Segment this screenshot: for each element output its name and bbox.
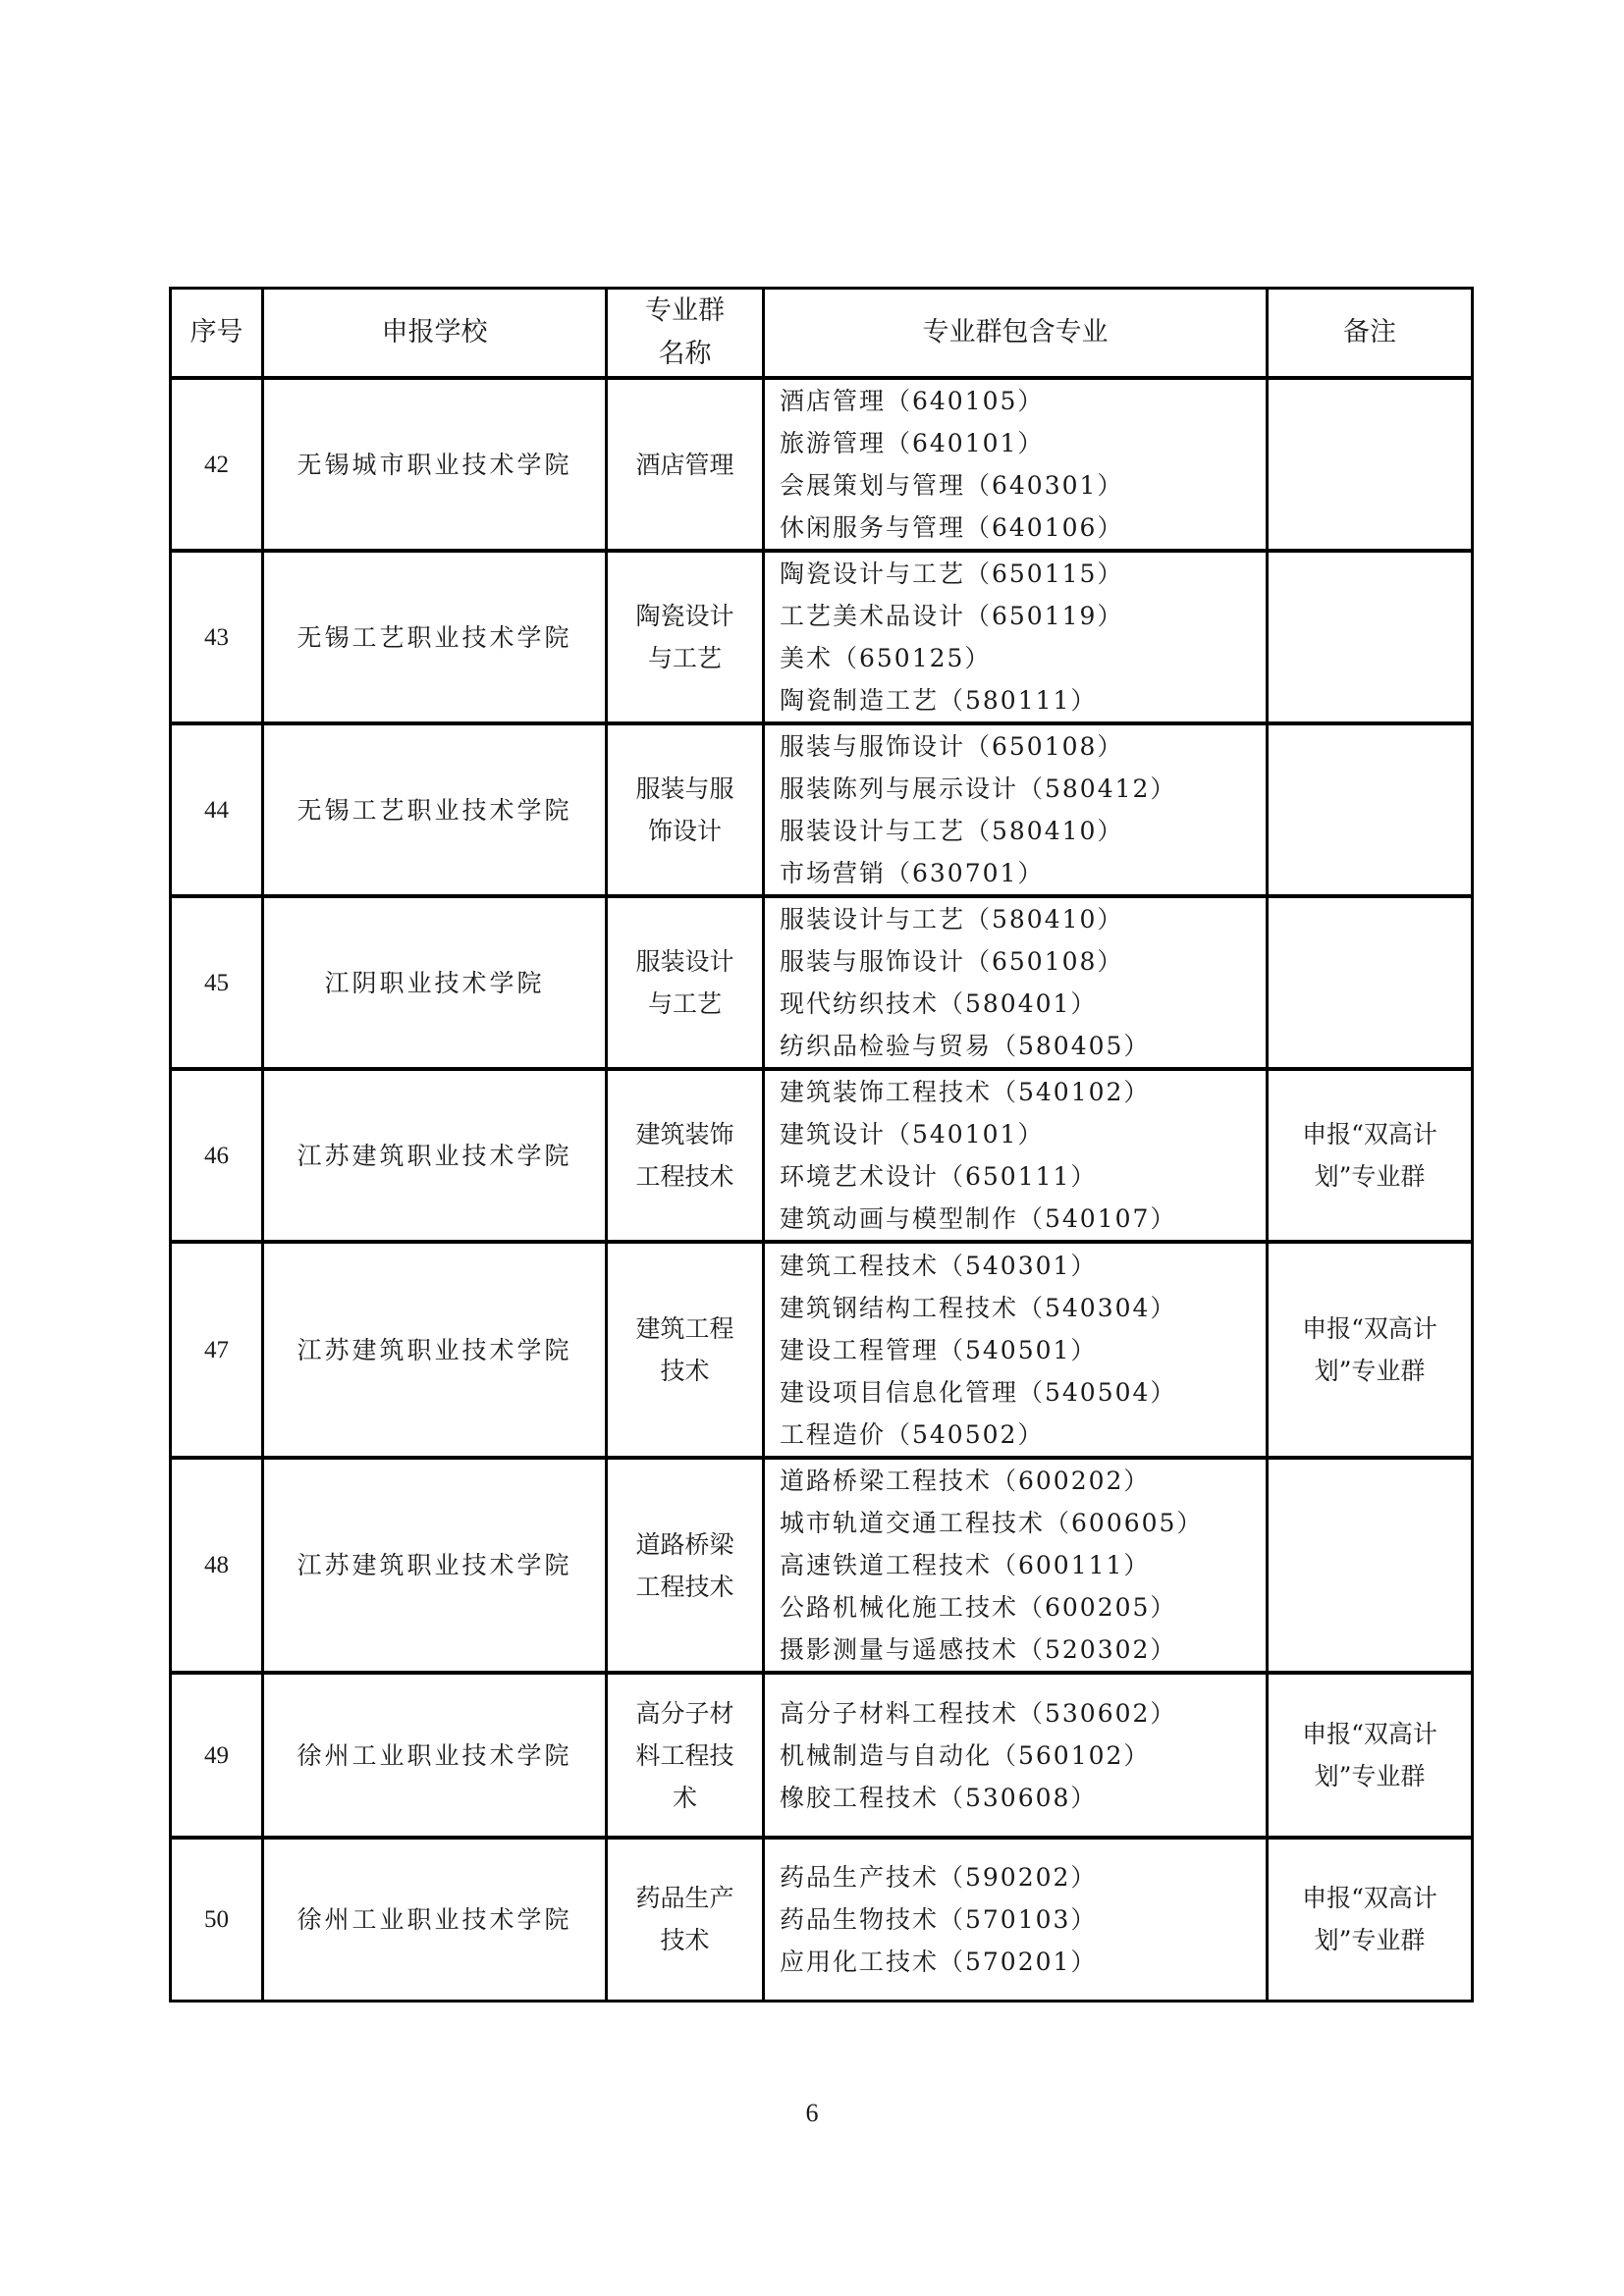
table-row xyxy=(171,896,1473,1069)
row-group-name xyxy=(607,896,764,1069)
row-note-text: 申报“双高计划”专业群 xyxy=(1302,1720,1437,1790)
row-note xyxy=(1268,551,1473,723)
major-item: 建筑工程技术（540301） xyxy=(780,1251,1098,1280)
row-group-name-text: 道路桥梁工程技术 xyxy=(635,1529,734,1601)
major-item: 旅游管理（640101） xyxy=(780,429,1045,457)
row-note-text: 申报“双高计划”专业群 xyxy=(1302,1314,1437,1385)
row-school: 江阴职业技术学院 xyxy=(263,896,607,1069)
header-group-name-text: 专业群名称 xyxy=(645,295,725,369)
row-note-text: 申报“双高计划”专业群 xyxy=(1302,1120,1437,1191)
page-number: 6 xyxy=(805,2099,819,2127)
row-majors xyxy=(764,896,1268,1069)
row-group-name-text: 药品生产技术 xyxy=(635,1884,734,1955)
row-note xyxy=(1268,1069,1473,1242)
row-group-name-text: 服装设计与工艺 xyxy=(635,947,734,1018)
major-item: 城市轨道交通工程技术（600605） xyxy=(780,1509,1204,1537)
header-group-name xyxy=(607,289,764,379)
row-index: 45 xyxy=(171,896,263,1069)
row-school: 江苏建筑职业技术学院 xyxy=(263,1242,607,1458)
major-item: 服装与服饰设计（650108） xyxy=(780,732,1124,761)
table-header-row xyxy=(171,289,1473,379)
row-majors xyxy=(764,551,1268,723)
row-group-name xyxy=(607,1069,764,1242)
row-school: 江苏建筑职业技术学院 xyxy=(263,1069,607,1242)
row-school: 无锡城市职业技术学院 xyxy=(263,378,607,551)
major-item: 公路机械化施工技术（600205） xyxy=(780,1593,1177,1622)
header-majors: 专业群包含专业 xyxy=(764,289,1268,379)
row-majors xyxy=(764,1458,1268,1673)
table-row xyxy=(171,1673,1473,1838)
major-item: 市场营销（630701） xyxy=(780,859,1045,887)
major-item: 服装设计与工艺（580410） xyxy=(780,817,1124,845)
table-row xyxy=(171,723,1473,896)
row-note xyxy=(1268,1838,1473,2001)
row-school: 徐州工业职业技术学院 xyxy=(263,1673,607,1838)
major-item: 建筑设计（540101） xyxy=(780,1120,1045,1148)
major-item: 服装设计与工艺（580410） xyxy=(780,905,1124,934)
row-group-name-text: 建筑工程技术 xyxy=(635,1314,734,1385)
row-note xyxy=(1268,1673,1473,1838)
major-item: 陶瓷制造工艺（580111） xyxy=(780,686,1098,715)
major-item: 服装与服饰设计（650108） xyxy=(780,947,1124,976)
row-group-name xyxy=(607,551,764,723)
row-note xyxy=(1268,723,1473,896)
row-school: 徐州工业职业技术学院 xyxy=(263,1838,607,2001)
major-item: 建设工程管理（540501） xyxy=(780,1335,1098,1364)
row-group-name xyxy=(607,1458,764,1673)
row-majors xyxy=(764,1838,1268,2001)
major-item: 建筑动画与模型制作（540107） xyxy=(780,1204,1177,1233)
major-item: 高分子材料工程技术（530602） xyxy=(780,1698,1177,1728)
row-group-name-text: 服装与服饰设计 xyxy=(635,774,734,845)
row-note xyxy=(1268,896,1473,1069)
major-item: 建设项目信息化管理（540504） xyxy=(780,1377,1177,1407)
major-item: 陶瓷设计与工艺（650115） xyxy=(780,560,1124,588)
row-majors xyxy=(764,1242,1268,1458)
row-group-name xyxy=(607,1242,764,1458)
row-group-name-text: 酒店管理 xyxy=(635,450,734,479)
table-row xyxy=(171,551,1473,723)
major-item: 摄影测量与遥感技术（520302） xyxy=(780,1635,1177,1664)
table-row xyxy=(171,1242,1473,1458)
row-majors xyxy=(764,723,1268,896)
major-item: 酒店管理（640105） xyxy=(780,387,1045,415)
row-index: 48 xyxy=(171,1458,263,1673)
row-group-name-text: 陶瓷设计与工艺 xyxy=(635,602,734,672)
row-group-name xyxy=(607,723,764,896)
major-item: 会展策划与管理（640301） xyxy=(780,471,1124,500)
header-school: 申报学校 xyxy=(263,289,607,379)
row-index: 44 xyxy=(171,723,263,896)
row-majors xyxy=(764,1673,1268,1838)
header-note: 备注 xyxy=(1268,289,1473,379)
major-item: 工艺美术品设计（650119） xyxy=(780,602,1124,630)
row-majors xyxy=(764,378,1268,551)
row-group-name-text: 高分子材料工程技术 xyxy=(635,1698,734,1812)
major-item: 现代纺织技术（580401） xyxy=(780,989,1098,1018)
row-group-name xyxy=(607,1673,764,1838)
row-note xyxy=(1268,378,1473,551)
major-item: 美术（650125） xyxy=(780,644,992,672)
major-item: 机械制造与自动化（560102） xyxy=(780,1740,1151,1770)
row-group-name xyxy=(607,378,764,551)
header-index: 序号 xyxy=(171,289,263,379)
major-item: 环境艺术设计（650111） xyxy=(780,1162,1098,1191)
row-group-name-text: 建筑装饰工程技术 xyxy=(635,1120,734,1191)
row-index: 49 xyxy=(171,1673,263,1838)
major-item: 道路桥梁工程技术（600202） xyxy=(780,1467,1151,1495)
table-row xyxy=(171,1069,1473,1242)
row-index: 43 xyxy=(171,551,263,723)
row-note xyxy=(1268,1242,1473,1458)
row-index: 50 xyxy=(171,1838,263,2001)
major-item: 建筑装饰工程技术（540102） xyxy=(780,1078,1151,1106)
row-index: 47 xyxy=(171,1242,263,1458)
major-item: 药品生物技术（570103） xyxy=(780,1904,1098,1934)
row-index: 42 xyxy=(171,378,263,551)
row-school: 无锡工艺职业技术学院 xyxy=(263,551,607,723)
row-note xyxy=(1268,1458,1473,1673)
table-row xyxy=(171,1458,1473,1673)
major-item: 橡胶工程技术（530608） xyxy=(780,1783,1098,1812)
row-school: 无锡工艺职业技术学院 xyxy=(263,723,607,896)
row-school: 江苏建筑职业技术学院 xyxy=(263,1458,607,1673)
row-note-text: 申报“双高计划”专业群 xyxy=(1302,1884,1437,1955)
major-item: 应用化工技术（570201） xyxy=(780,1947,1098,1976)
major-item: 药品生产技术（590202） xyxy=(780,1862,1098,1892)
major-item: 服装陈列与展示设计（580412） xyxy=(780,774,1177,803)
majors-group-table xyxy=(169,287,1474,2002)
row-index: 46 xyxy=(171,1069,263,1242)
major-item: 工程造价（540502） xyxy=(780,1419,1045,1449)
table-row xyxy=(171,1838,1473,2001)
major-item: 纺织品检验与贸易（580405） xyxy=(780,1032,1151,1060)
major-item: 建筑钢结构工程技术（540304） xyxy=(780,1293,1177,1322)
major-item: 高速铁道工程技术（600111） xyxy=(780,1551,1151,1579)
row-majors xyxy=(764,1069,1268,1242)
row-group-name xyxy=(607,1838,764,2001)
major-item: 休闲服务与管理（640106） xyxy=(780,513,1124,542)
table-row xyxy=(171,378,1473,551)
